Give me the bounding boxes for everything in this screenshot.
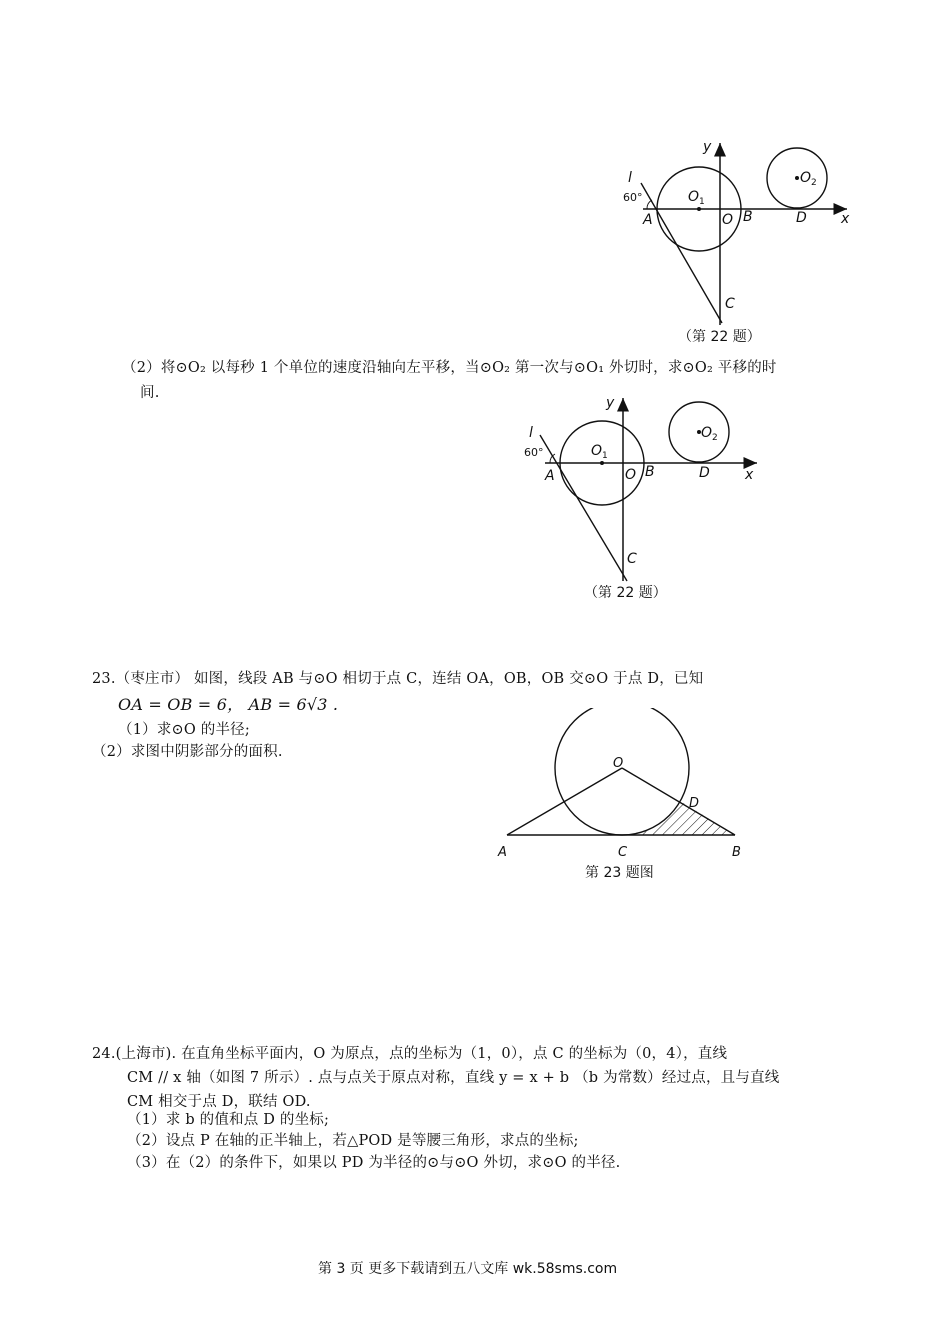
line-l — [540, 435, 627, 581]
label-a: A — [498, 845, 507, 860]
point-o2 — [795, 176, 799, 180]
q23-part2: （2）求图中阴影部分的面积. — [92, 744, 283, 760]
figure-22-caption-second: （第 22 题） — [584, 585, 667, 601]
q23-part1: （1）求⊙O 的半径; — [118, 722, 250, 738]
shaded-region — [622, 802, 735, 835]
q24-line2: CM // x 轴（如图 7 所示）. 点与点关于原点对称，直线 y = x + b （b 为常数）经过点，且与直线 — [127, 1070, 780, 1086]
page-footer: 第 3 页 更多下载请到五八文库 wk.58sms.com — [318, 1261, 618, 1277]
label-angle: 60° — [524, 446, 544, 459]
figure-22-top — [615, 135, 865, 330]
label-o1: $O_1$ — [688, 189, 705, 207]
circle-o — [555, 708, 689, 835]
label-o1: $O_1$ — [591, 443, 608, 461]
label-o: O — [613, 756, 624, 771]
label-c: C — [618, 845, 628, 860]
figure-22-caption-top: （第 22 题） — [678, 329, 761, 345]
figure-22-second — [515, 393, 765, 585]
label-o: O — [625, 467, 637, 483]
point-o1 — [600, 461, 604, 465]
label-d: D — [699, 465, 710, 481]
label-b: B — [732, 845, 741, 860]
q22-part2-line1: （2）将⊙O₂ 以每秒 1 个单位的速度沿轴向左平移，当⊙O₂ 第一次与⊙O₁ 外切时，求⊙O₂ 平移的时 — [122, 360, 777, 376]
label-l: l — [628, 170, 632, 186]
label-b: B — [645, 464, 655, 480]
label-y: y — [703, 139, 712, 155]
point-o1 — [697, 207, 701, 211]
label-angle: 60° — [623, 191, 643, 204]
q24-part2: （2）设点 P 在轴的正半轴上，若△POD 是等腰三角形，求点的坐标; — [127, 1133, 579, 1149]
q24-part3: （3）在（2）的条件下，如果以 PD 为半径的⊙与⊙O 外切，求⊙O 的半径. — [127, 1155, 621, 1171]
label-d: D — [796, 210, 807, 226]
label-x: x — [841, 211, 850, 227]
q22-part2-line2: 间. — [140, 385, 160, 401]
q24-line1: 24.(上海市). 在直角坐标平面内，O 为原点，点的坐标为（1，0），点 C 的坐标为（0，4），直线 — [92, 1046, 728, 1062]
label-a: A — [545, 468, 555, 484]
q24-line3: CM 相交于点 D，联结 OD. — [127, 1094, 311, 1110]
q23-line1: 23.（枣庄市） 如图，线段 AB 与⊙O 相切于点 C，连结 OA，OB，OB 交⊙O 于点 D，已知 — [92, 671, 704, 687]
q23-line2: OA = OB = 6， AB = 6√3 . — [118, 695, 339, 714]
label-y: y — [606, 395, 615, 411]
label-o: O — [722, 212, 734, 228]
label-d: D — [689, 796, 700, 811]
q24-part1: （1）求 b 的值和点 D 的坐标; — [127, 1112, 330, 1128]
label-l: l — [529, 425, 533, 441]
label-x: x — [745, 467, 754, 483]
label-b: B — [743, 209, 753, 225]
label-c: C — [725, 296, 735, 312]
label-c: C — [627, 551, 637, 567]
label-a: A — [643, 212, 653, 228]
label-o2: $O_2$ — [701, 425, 718, 443]
line-l — [641, 183, 722, 323]
label-o2: $O_2$ — [800, 170, 817, 188]
segment-oa — [507, 768, 622, 835]
figure-23-caption: 第 23 题图 — [585, 865, 654, 881]
figure-23 — [492, 708, 752, 863]
